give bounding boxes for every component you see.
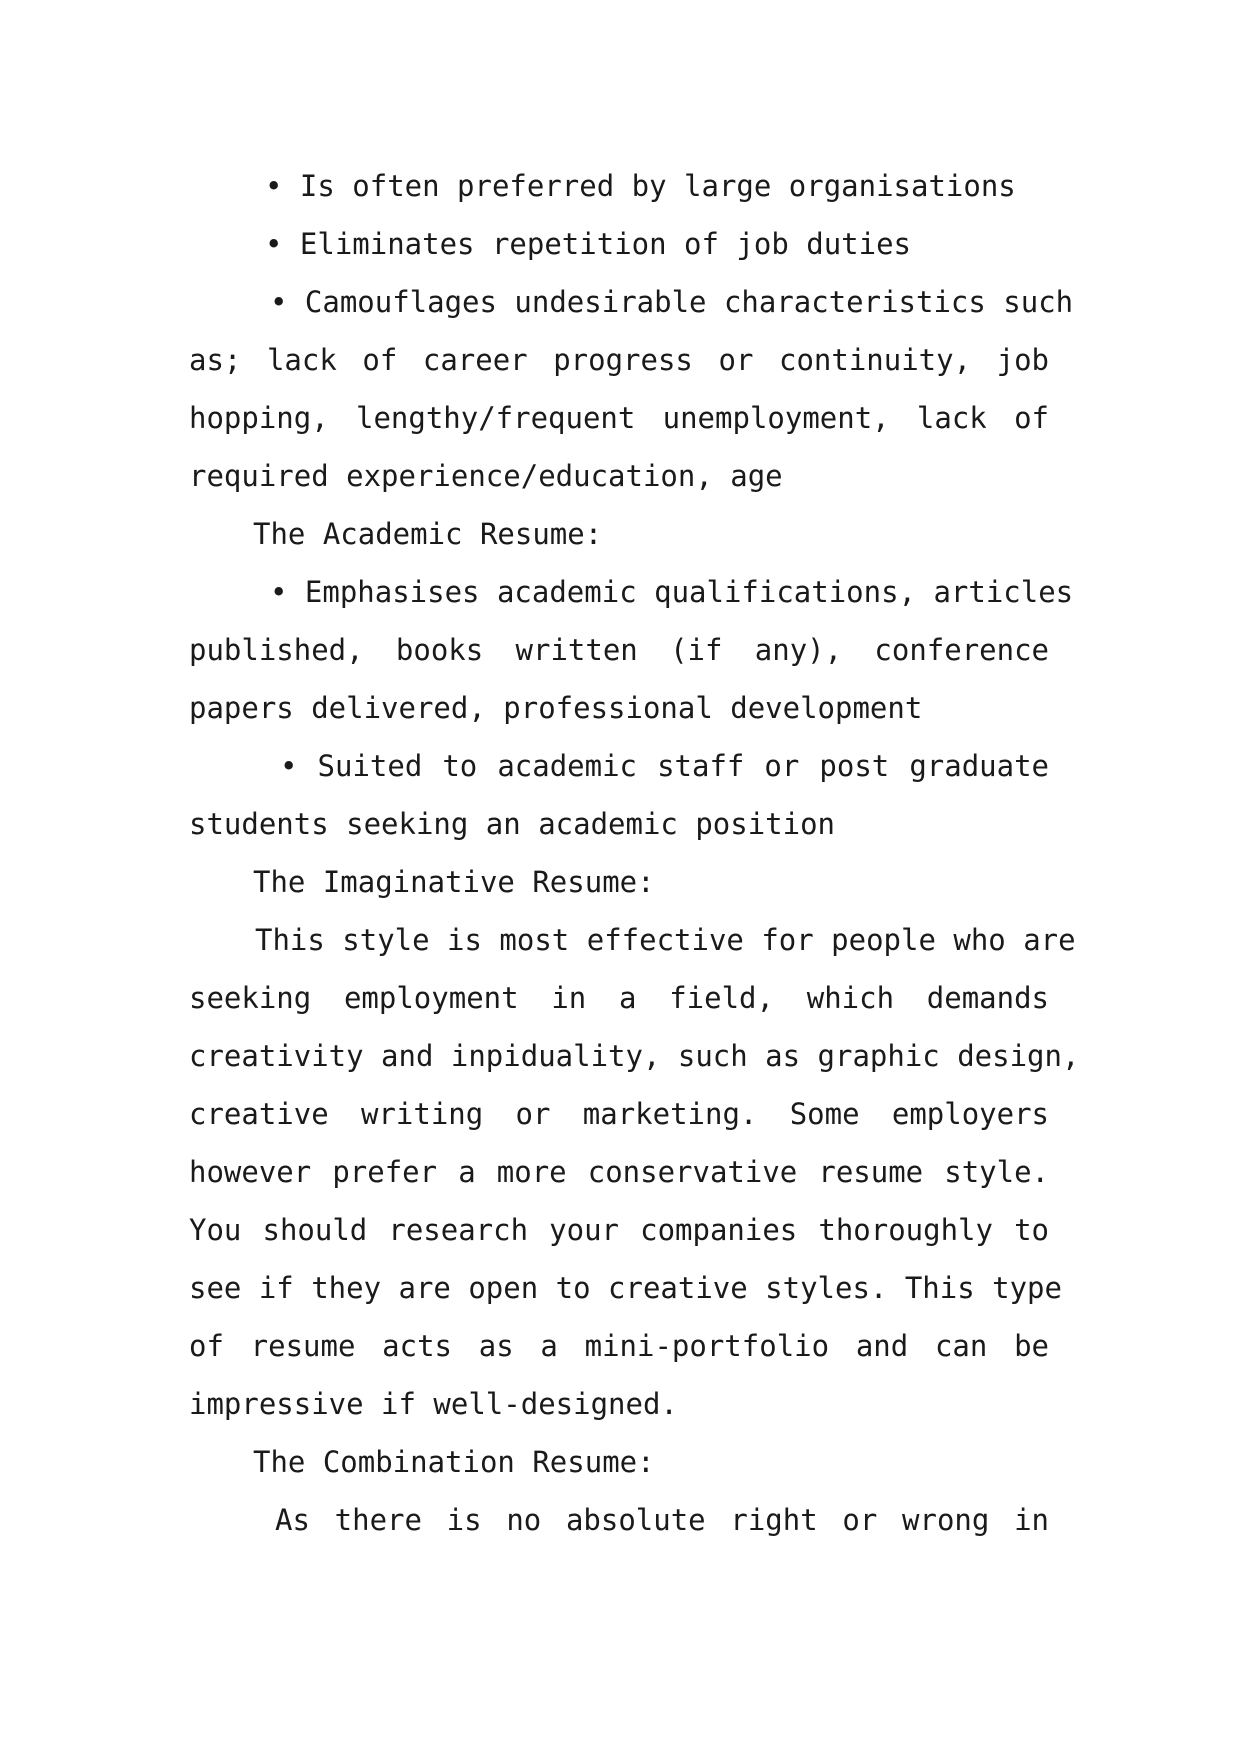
- paragraph-line: creative writing or marketing. Some employers: [189, 1097, 1049, 1131]
- paragraph-line: published, books written (if any), conference: [189, 633, 1049, 667]
- paragraph-line: creativity and inpiduality, such as graphic design,: [189, 1039, 1080, 1073]
- bullet-line: • Emphasises academic qualifications, articles: [270, 575, 1074, 609]
- paragraph-line: see if they are open to creative styles. This type: [189, 1271, 1062, 1305]
- section-heading-combination: The Combination Resume:: [253, 1445, 655, 1479]
- paragraph-line: seeking employment in a field, which demands: [189, 981, 1049, 1015]
- section-heading-academic: The Academic Resume:: [253, 517, 603, 551]
- bullet-line: • Eliminates repetition of job duties: [265, 227, 912, 261]
- bullet-line: • Is often preferred by large organisations: [265, 169, 1016, 203]
- paragraph-line: You should research your companies thoroughly to: [189, 1213, 1049, 1247]
- paragraph-line: students seeking an academic position: [189, 807, 836, 841]
- bullet-line: • Camouflages undesirable characteristics such: [270, 285, 1074, 319]
- paragraph-line: As there is no absolute right or wrong in: [275, 1503, 1049, 1537]
- paragraph-line: as; lack of career progress or continuity, job: [189, 343, 1049, 377]
- paragraph-line: impressive if well-designed.: [189, 1387, 678, 1421]
- paragraph-line: papers delivered, professional development: [189, 691, 923, 725]
- paragraph-line: of resume acts as a mini-portfolio and can be: [189, 1329, 1049, 1363]
- paragraph-line: however prefer a more conservative resume style.: [189, 1155, 1049, 1189]
- bullet-line: • Suited to academic staff or post graduate: [280, 749, 1049, 783]
- section-heading-imaginative: The Imaginative Resume:: [253, 865, 655, 899]
- paragraph-line: This style is most effective for people who are: [255, 923, 1076, 957]
- paragraph-line: required experience/education, age: [189, 459, 783, 493]
- paragraph-line: hopping, lengthy/frequent unemployment, lack of: [189, 401, 1049, 435]
